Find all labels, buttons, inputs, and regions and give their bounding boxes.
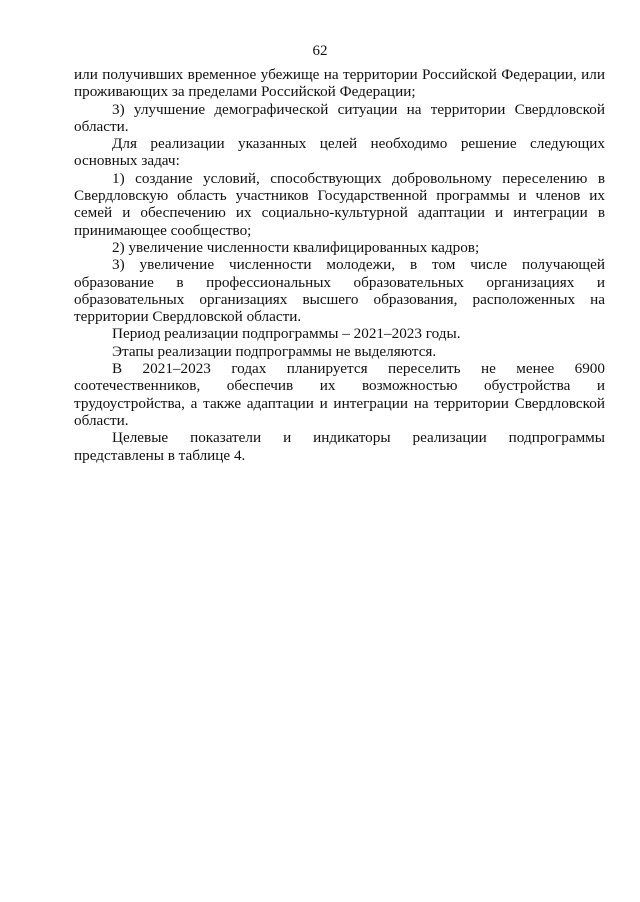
paragraph-goal-3: 3) улучшение демографической ситуации на территории Свердловской области.: [74, 100, 605, 135]
paragraph-tasks-intro: Для реализации указанных целей необходимо решение следующих основных задач:: [74, 135, 605, 170]
document-body: [74, 66, 605, 464]
paragraph-task-1: 1) создание условий, способствующих добровольному переселению в Свердловскую область участников Государственной программы и членов их семей и обеспечению их социально-культурной адаптации и интеграции в принимающее сообщество;: [74, 169, 605, 239]
paragraph-plan: В 2021–2023 годах планируется переселить не менее 6900 соотечественников, обеспечив их возможностью обустройства и трудоустройства, а также адаптации и интеграции на территории Свердловской области.: [74, 360, 605, 429]
paragraph-stages: Этапы реализации подпрограммы не выделяются.: [112, 342, 437, 360]
paragraph-task-2: 2) увеличение численности квалифицированных кадров;: [112, 238, 480, 256]
paragraph-period: Период реализации подпрограммы – 2021–2023 годы.: [112, 325, 461, 343]
paragraph-task-3: 3) увеличение численности молодежи, в том числе получающей образование в профессиональных образовательных организациях и образовательных организациях высшего образования, расположенных на территории Свердловской области.: [74, 256, 605, 326]
paragraph-continuation: или получивших временное убежище на территории Российской Федерации, или проживающих за пределами Российской Федерации;: [74, 66, 605, 101]
page-number: 62: [312, 43, 328, 59]
paragraph-indicators: Целевые показатели и индикаторы реализации подпрограммы представлены в таблице 4.: [74, 429, 605, 464]
